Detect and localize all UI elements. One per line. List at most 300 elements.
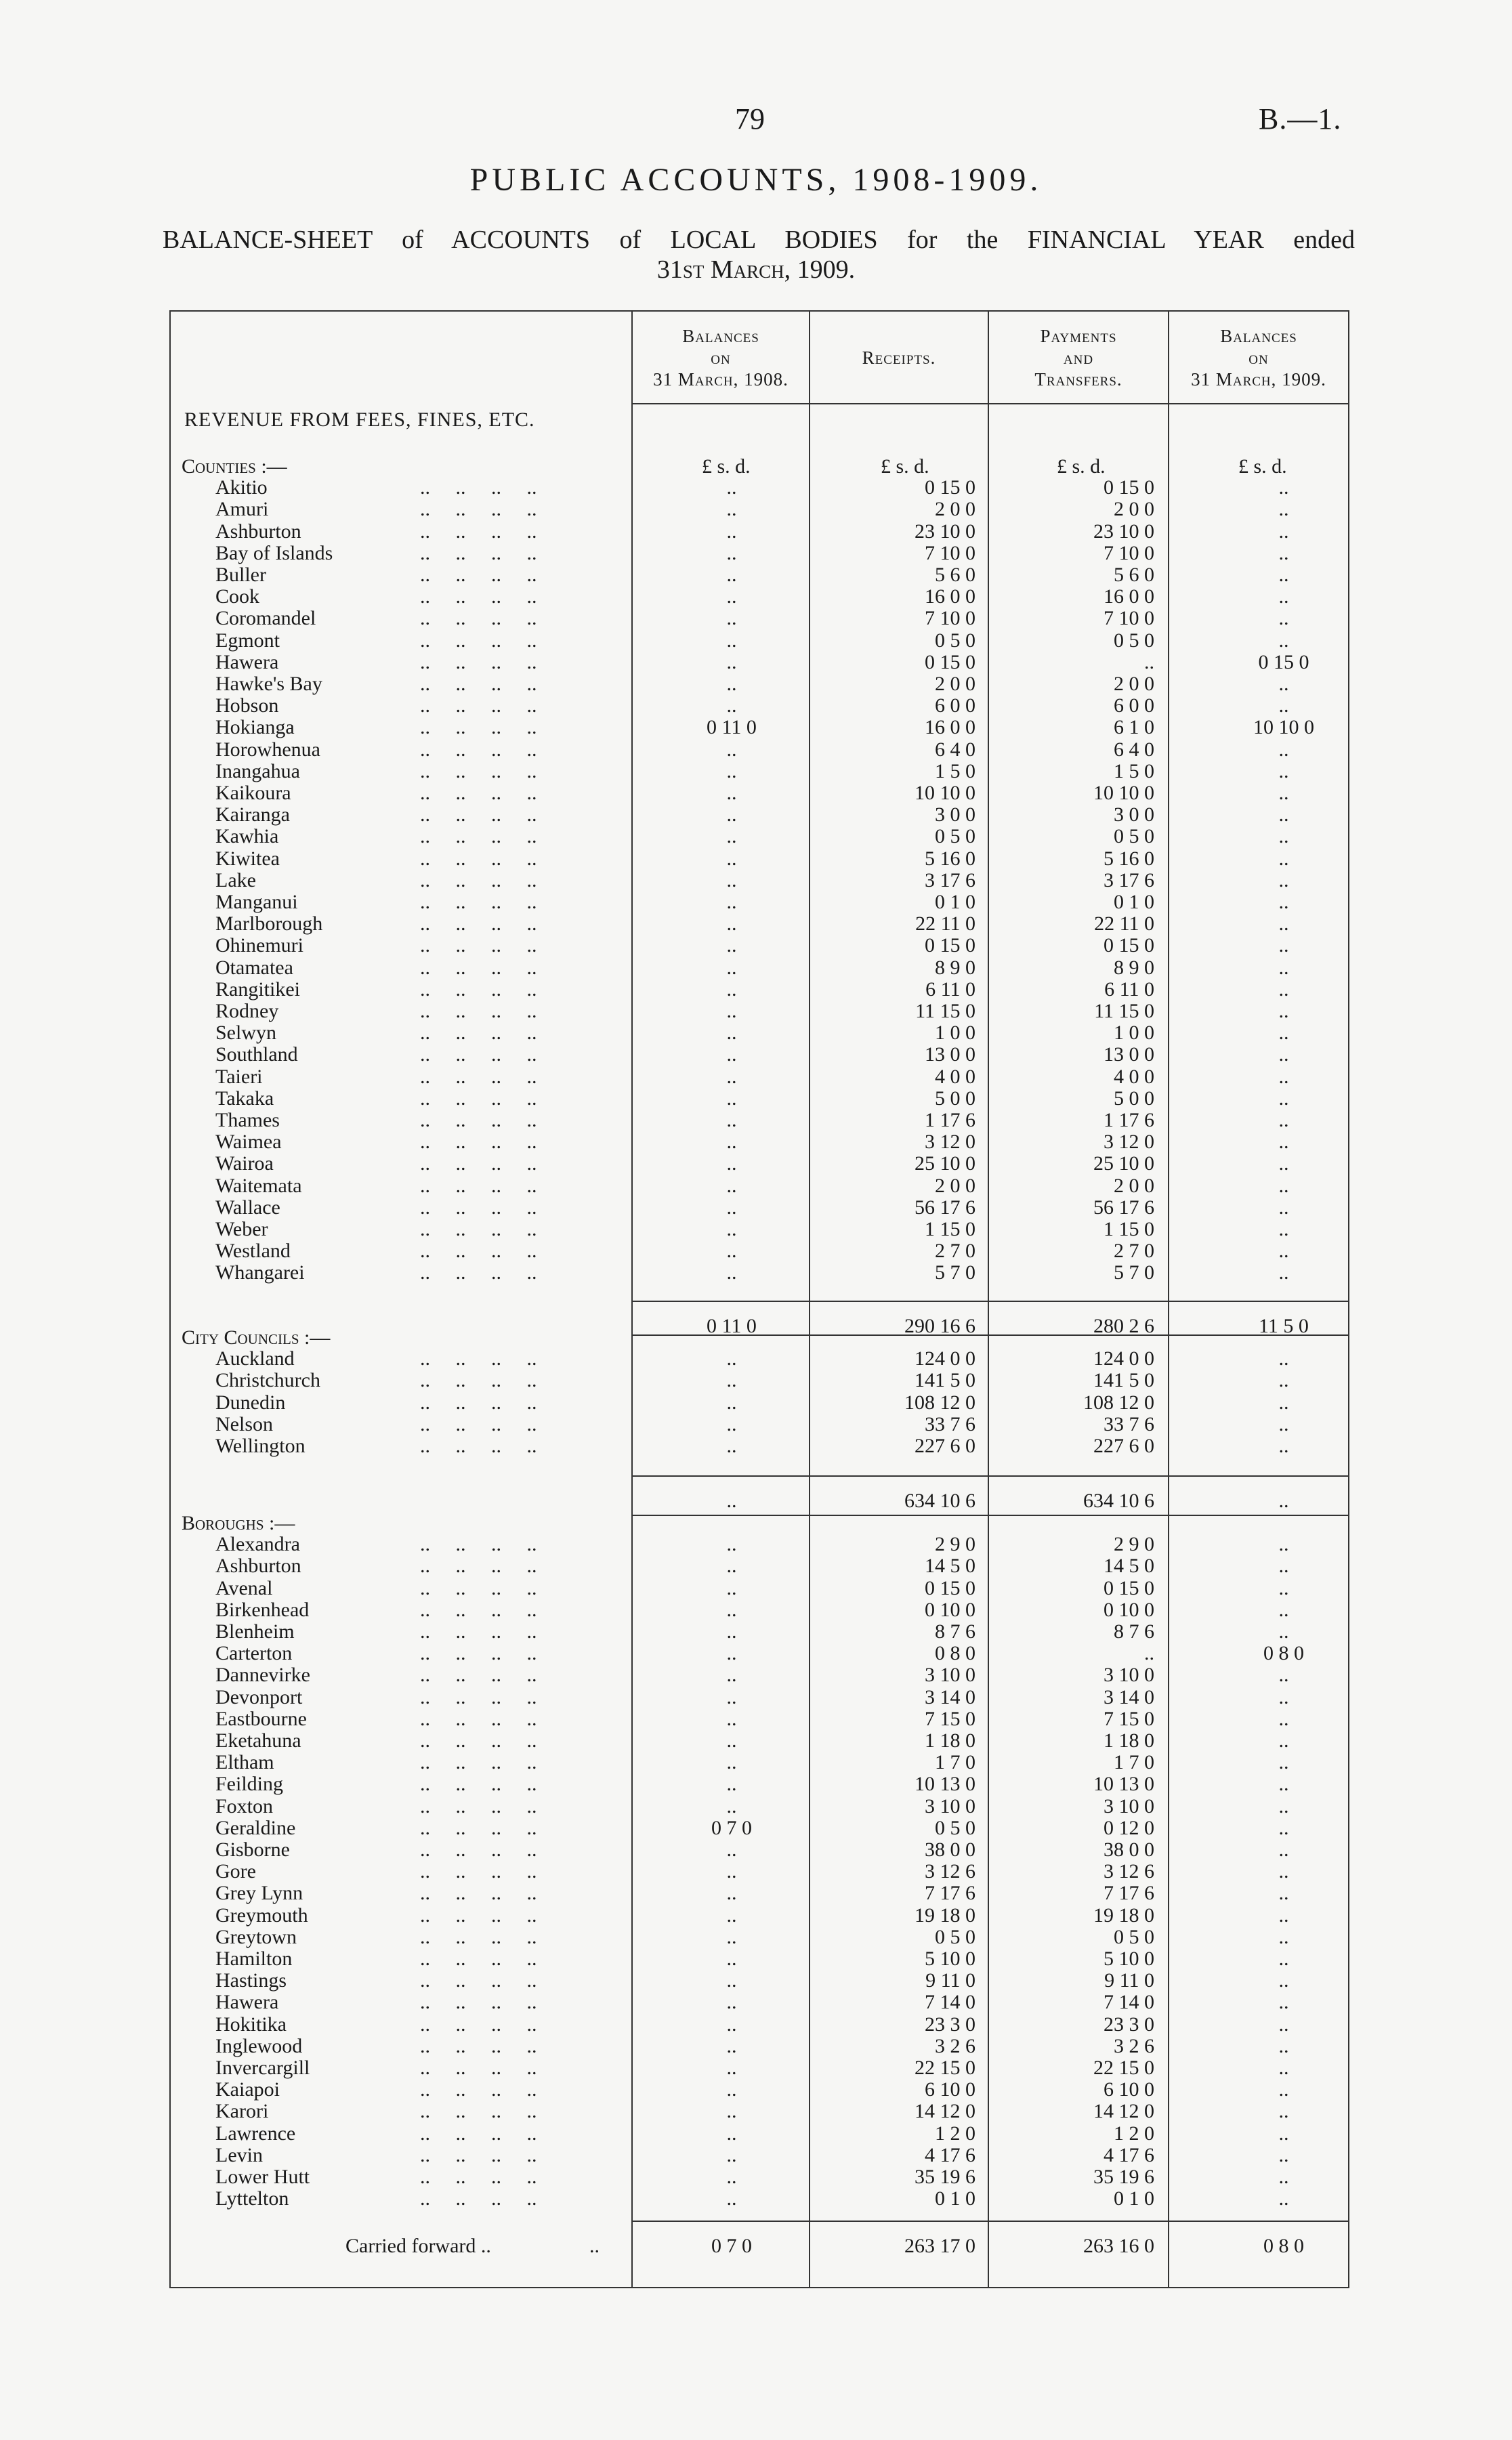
table-row — [0, 1927, 1512, 1948]
section-label: Boroughs :— — [182, 1512, 295, 1534]
balance-1908: .. — [726, 1948, 737, 1970]
leader-dots: .. .. .. .. — [420, 2122, 537, 2145]
receipts: 23 10 0 — [915, 520, 975, 543]
balance-1909: .. — [1278, 1991, 1289, 2014]
balance-1908: .. — [726, 1751, 737, 1774]
balance-1908: 0 7 0 — [711, 1816, 752, 1839]
balance-1909: .. — [1278, 1261, 1289, 1284]
leader-dots: .. .. .. .. — [420, 1576, 537, 1599]
leader-dots: .. .. .. .. — [420, 476, 537, 499]
payments: 3 10 0 — [1104, 1794, 1154, 1817]
balance-1908: .. — [726, 1576, 737, 1599]
local-body-name: Christchurch — [215, 1369, 320, 1392]
table-row — [0, 586, 1512, 608]
receipts: 0 15 0 — [925, 476, 975, 499]
balance-1908: .. — [726, 520, 737, 543]
payments: 2 7 0 — [1114, 1240, 1154, 1263]
local-body-name: Ohinemuri — [215, 934, 303, 957]
leader-dots: .. .. .. .. — [420, 1043, 537, 1066]
balance-1908: .. — [726, 1969, 737, 1992]
balance-1909: .. — [1278, 934, 1289, 957]
table-row — [0, 2101, 1512, 2122]
leader-dots: .. — [589, 2235, 600, 2257]
local-body-name: Dunedin — [215, 1391, 286, 1414]
balance-1908: .. — [726, 1533, 737, 1556]
payments: 0 15 0 — [1104, 476, 1154, 499]
balance-1909: .. — [1278, 956, 1289, 979]
balance-1908: .. — [726, 1218, 737, 1240]
payments: 7 10 0 — [1104, 541, 1154, 564]
payments: 7 14 0 — [1104, 1991, 1154, 2014]
local-body-name: Hastings — [215, 1969, 287, 1992]
balance-1908: .. — [726, 1152, 737, 1175]
balance-1908: .. — [726, 1729, 737, 1752]
balance-1908: .. — [726, 912, 737, 935]
payments: .. — [1144, 1642, 1154, 1665]
table-row — [0, 1110, 1512, 1131]
receipts: 0 15 0 — [925, 1576, 975, 1599]
receipts: 16 0 0 — [925, 585, 975, 608]
receipts: 19 18 0 — [915, 1903, 975, 1927]
local-body-name: Devonport — [215, 1685, 303, 1708]
receipts: 5 16 0 — [925, 847, 975, 870]
payments: 5 7 0 — [1114, 1261, 1154, 1284]
payments: 8 9 0 — [1114, 956, 1154, 979]
local-body-name: Waimea — [215, 1131, 282, 1154]
total-bottom-rule — [631, 1515, 1349, 1516]
balance-1908: .. — [726, 607, 737, 630]
payments: 0 5 0 — [1114, 1925, 1154, 1948]
payments: 6 1 0 — [1114, 716, 1154, 739]
carried-forward-label: Carried forward .. — [345, 2235, 491, 2257]
leader-dots: .. .. .. .. — [420, 2034, 537, 2057]
receipts: 0 5 0 — [935, 1816, 975, 1839]
balance-1908: .. — [726, 650, 737, 673]
leader-dots: .. .. .. .. — [420, 1087, 537, 1110]
local-body-name: Waitemata — [215, 1174, 302, 1197]
local-body-name: Invercargill — [215, 2057, 310, 2079]
payments: 0 10 0 — [1104, 1598, 1154, 1621]
payments: 1 0 0 — [1114, 1022, 1154, 1045]
table-row — [0, 979, 1512, 1001]
local-body-name: Ashburton — [215, 1555, 301, 1578]
balance-1908: .. — [726, 1369, 737, 1392]
balance-1908: .. — [726, 1991, 737, 2014]
payments: 141 5 0 — [1093, 1369, 1154, 1392]
table-row — [0, 1153, 1512, 1175]
receipts: 141 5 0 — [915, 1369, 975, 1392]
local-body-name: Ashburton — [215, 520, 301, 543]
section-heading: REVENUE FROM FEES, FINES, ETC. — [184, 408, 535, 431]
table-row — [0, 1796, 1512, 1817]
payments: 227 6 0 — [1093, 1435, 1154, 1457]
leader-dots: .. .. .. .. — [420, 1435, 537, 1457]
receipts: 3 0 0 — [935, 803, 975, 826]
table-row — [0, 2014, 1512, 2036]
payments: 0 5 0 — [1114, 629, 1154, 652]
table-row — [0, 782, 1512, 804]
payments: 56 17 6 — [1093, 1196, 1154, 1219]
table-row — [0, 1861, 1512, 1882]
local-body-name: Akitio — [215, 476, 268, 499]
receipts: 1 5 0 — [935, 759, 975, 782]
leader-dots: .. .. .. .. — [420, 1794, 537, 1817]
receipts: 0 5 0 — [935, 1925, 975, 1948]
balance-1909: .. — [1278, 1620, 1289, 1643]
leader-dots: .. .. .. .. — [420, 1391, 537, 1414]
balance-1909: .. — [1278, 2057, 1289, 2079]
payments: 108 12 0 — [1083, 1391, 1154, 1414]
balance-1908: .. — [726, 1685, 737, 1708]
local-body-name: Eltham — [215, 1751, 274, 1774]
receipts: 7 15 0 — [925, 1707, 975, 1730]
leader-dots: .. .. .. .. — [420, 1664, 537, 1687]
leader-dots: .. .. .. .. — [420, 977, 537, 1001]
balance-1908: .. — [726, 803, 737, 826]
receipts: 14 5 0 — [925, 1555, 975, 1578]
balance-1908: .. — [726, 1065, 737, 1088]
payments: 33 7 6 — [1104, 1412, 1154, 1435]
receipts: 2 0 0 — [935, 1174, 975, 1197]
balance-1908: .. — [726, 2143, 737, 2166]
receipts: 1 2 0 — [935, 2122, 975, 2145]
local-body-name: Manganui — [215, 891, 298, 913]
table-row — [0, 564, 1512, 586]
payments: 1 18 0 — [1104, 1729, 1154, 1752]
local-body-name: Bay of Islands — [215, 541, 333, 564]
payments: 7 10 0 — [1104, 607, 1154, 630]
payments: 6 10 0 — [1104, 2078, 1154, 2101]
table-row — [0, 957, 1512, 979]
payments: 0 12 0 — [1104, 1816, 1154, 1839]
payments: 2 0 0 — [1114, 498, 1154, 521]
receipts: 1 7 0 — [935, 1751, 975, 1774]
leader-dots: .. .. .. .. — [420, 1882, 537, 1905]
balance-1908: .. — [726, 1435, 737, 1457]
payments: 38 0 0 — [1104, 1838, 1154, 1861]
balance-1909: .. — [1278, 782, 1289, 804]
receipts: 2 0 0 — [935, 673, 975, 695]
col-header-receipts: Receipts. — [862, 348, 936, 368]
local-body-name: Feilding — [215, 1773, 284, 1796]
leader-dots: .. .. .. .. — [420, 498, 537, 521]
total-receipts: 290 16 6 — [904, 1315, 975, 1337]
table-row — [0, 1175, 1512, 1197]
payments: 124 0 0 — [1093, 1347, 1154, 1370]
leader-dots: .. .. .. .. — [420, 1533, 537, 1556]
total-rule — [631, 1475, 1349, 1477]
receipts: 23 3 0 — [925, 2013, 975, 2036]
table-row — [0, 1555, 1512, 1577]
local-body-name: Hobson — [215, 694, 279, 717]
local-body-name: Amuri — [215, 498, 269, 521]
leader-dots: .. .. .. .. — [420, 2143, 537, 2166]
leader-dots: .. .. .. .. — [420, 585, 537, 608]
local-body-name: Kaiapoi — [215, 2078, 280, 2101]
table-row — [0, 673, 1512, 695]
receipts: 3 10 0 — [925, 1794, 975, 1817]
table-row — [0, 652, 1512, 673]
table-row — [0, 477, 1512, 499]
leader-dots: .. .. .. .. — [420, 1751, 537, 1774]
receipts: 8 7 6 — [935, 1620, 975, 1643]
balance-1908: .. — [726, 1131, 737, 1154]
unit-col2: £ s. d. — [881, 455, 929, 478]
local-body-name: Kaikoura — [215, 782, 291, 804]
table-row — [0, 1534, 1512, 1555]
leader-dots: .. .. .. .. — [420, 1860, 537, 1883]
receipts: 0 8 0 — [935, 1642, 975, 1665]
leader-dots: .. .. .. .. — [420, 694, 537, 717]
table-row — [0, 1905, 1512, 1927]
leader-dots: .. .. .. .. — [420, 782, 537, 804]
balance-1908: .. — [726, 1196, 737, 1219]
local-body-name: Egmont — [215, 629, 280, 652]
local-body-name: Dannevirke — [215, 1664, 310, 1687]
subtitle-line-2: 31st March, 1909. — [656, 255, 856, 284]
receipts: 56 17 6 — [915, 1196, 975, 1219]
leader-dots: .. .. .. .. — [420, 912, 537, 935]
total-balance-1908: .. — [726, 1490, 737, 1512]
leader-dots: .. .. .. .. — [420, 1925, 537, 1948]
leader-dots: .. .. .. .. — [420, 1240, 537, 1263]
balance-1908: .. — [726, 2078, 737, 2101]
local-body-name: Gisborne — [215, 1838, 290, 1861]
local-body-name: Alexandra — [215, 1533, 300, 1556]
balance-1909: 0 15 0 — [1258, 650, 1309, 673]
local-body-name: Horowhenua — [215, 738, 320, 761]
local-body-name: Lyttelton — [215, 2187, 289, 2210]
balance-1909: .. — [1278, 1969, 1289, 1992]
receipts: 6 11 0 — [925, 977, 975, 1001]
balance-1908: .. — [726, 498, 737, 521]
balance-1908: .. — [726, 541, 737, 564]
balance-1908: .. — [726, 1773, 737, 1796]
balance-1909: .. — [1278, 868, 1289, 891]
balance-1909: .. — [1278, 1391, 1289, 1414]
balance-1908: .. — [726, 1598, 737, 1621]
balance-1909: .. — [1278, 1347, 1289, 1370]
balance-1909: .. — [1278, 738, 1289, 761]
receipts: 25 10 0 — [915, 1152, 975, 1175]
payments: 0 1 0 — [1114, 2187, 1154, 2210]
receipts: 1 18 0 — [925, 1729, 975, 1752]
balance-1908: .. — [726, 891, 737, 913]
leader-dots: .. .. .. .. — [420, 2013, 537, 2036]
receipts: 0 15 0 — [925, 650, 975, 673]
local-body-name: Avenal — [215, 1576, 273, 1599]
balance-1909: .. — [1278, 1131, 1289, 1154]
payments: 1 7 0 — [1114, 1751, 1154, 1774]
receipts: 3 12 0 — [925, 1131, 975, 1154]
table-row — [0, 2036, 1512, 2057]
payments: 1 2 0 — [1114, 2122, 1154, 2145]
total-balance-1908: 0 7 0 — [711, 2235, 752, 2257]
payments: 2 9 0 — [1114, 1533, 1154, 1556]
table-row — [0, 521, 1512, 543]
local-body-name: Whangarei — [215, 1261, 305, 1284]
local-body-name: Taieri — [215, 1065, 263, 1088]
balance-1908: .. — [726, 1903, 737, 1927]
receipts: 124 0 0 — [915, 1347, 975, 1370]
receipts: 1 15 0 — [925, 1218, 975, 1240]
receipts: 22 11 0 — [915, 912, 975, 935]
balance-1909: .. — [1278, 1369, 1289, 1392]
table-row — [0, 1664, 1512, 1686]
balance-1909: .. — [1278, 1860, 1289, 1883]
leader-dots: .. .. .. .. — [420, 1369, 537, 1392]
balance-1908: .. — [726, 2013, 737, 2036]
document-reference: B.—1. — [1259, 102, 1342, 135]
receipts: 7 10 0 — [925, 541, 975, 564]
local-body-name: Hokitika — [215, 2013, 287, 2036]
leader-dots: .. .. .. .. — [420, 2078, 537, 2101]
receipts: 0 5 0 — [935, 629, 975, 652]
payments: 4 17 6 — [1104, 2143, 1154, 2166]
leader-dots: .. .. .. .. — [420, 891, 537, 913]
table-row — [0, 804, 1512, 826]
receipts: 33 7 6 — [925, 1412, 975, 1435]
receipts: 0 1 0 — [935, 891, 975, 913]
unit-col3: £ s. d. — [1057, 455, 1106, 478]
payments: 19 18 0 — [1093, 1903, 1154, 1927]
balance-1908: .. — [726, 782, 737, 804]
payments: 4 0 0 — [1114, 1065, 1154, 1088]
leader-dots: .. .. .. .. — [420, 1969, 537, 1992]
balance-1909: .. — [1278, 847, 1289, 870]
payments: 0 15 0 — [1104, 934, 1154, 957]
local-body-name: Wairoa — [215, 1152, 274, 1175]
table-row — [0, 1022, 1512, 1044]
leader-dots: .. .. .. .. — [420, 1261, 537, 1284]
table-row — [0, 1131, 1512, 1153]
local-body-name: Inglewood — [215, 2034, 303, 2057]
payments: 2 0 0 — [1114, 673, 1154, 695]
payments: 7 15 0 — [1104, 1707, 1154, 1730]
receipts: 16 0 0 — [925, 716, 975, 739]
table-row — [0, 1435, 1512, 1457]
balance-1909: .. — [1278, 1664, 1289, 1687]
table-row — [0, 870, 1512, 891]
local-body-name: Eastbourne — [215, 1707, 307, 1730]
balance-1909: .. — [1278, 1576, 1289, 1599]
payments: 3 14 0 — [1104, 1685, 1154, 1708]
receipts: 5 7 0 — [935, 1261, 975, 1284]
leader-dots: .. .. .. .. — [420, 1773, 537, 1796]
balance-1909: .. — [1278, 1598, 1289, 1621]
table-row — [0, 1392, 1512, 1414]
payments: 1 5 0 — [1114, 759, 1154, 782]
leader-dots: .. .. .. .. — [420, 1903, 537, 1927]
balance-1908: .. — [726, 476, 737, 499]
balance-1908: .. — [726, 2100, 737, 2123]
local-body-name: Eketahuna — [215, 1729, 301, 1752]
table-row — [0, 2145, 1512, 2166]
receipts: 108 12 0 — [904, 1391, 975, 1414]
balance-1908: .. — [726, 2187, 737, 2210]
payments: 16 0 0 — [1104, 585, 1154, 608]
balance-1909: .. — [1278, 1751, 1289, 1774]
balance-1908: .. — [726, 1109, 737, 1131]
receipts: 6 10 0 — [925, 2078, 975, 2101]
local-body-name: Rangitikei — [215, 977, 300, 1001]
receipts: 13 0 0 — [925, 1043, 975, 1066]
local-body-name: Thames — [215, 1109, 280, 1131]
table-row — [0, 1088, 1512, 1110]
leader-dots: .. .. .. .. — [420, 541, 537, 564]
leader-dots: .. .. .. .. — [420, 564, 537, 586]
balance-1908: .. — [726, 1707, 737, 1730]
leader-dots: .. .. .. .. — [420, 1729, 537, 1752]
balance-1908: .. — [726, 868, 737, 891]
table-row — [0, 1708, 1512, 1730]
table-row — [0, 2188, 1512, 2210]
balance-1908: .. — [726, 1838, 737, 1861]
payments: 22 11 0 — [1094, 912, 1154, 935]
payments: 13 0 0 — [1104, 1043, 1154, 1066]
balance-1909: .. — [1278, 1838, 1289, 1861]
balance-1908: .. — [726, 673, 737, 695]
local-body-name: Hamilton — [215, 1948, 293, 1970]
local-body-name: Kiwitea — [215, 847, 280, 870]
leader-dots: .. .. .. .. — [420, 847, 537, 870]
local-body-name: Weber — [215, 1218, 268, 1240]
local-body-name: Southland — [215, 1043, 298, 1066]
payments: 7 17 6 — [1104, 1882, 1154, 1905]
table-row — [0, 2123, 1512, 2145]
leader-dots: .. .. .. .. — [420, 956, 537, 979]
balance-1908: .. — [726, 1087, 737, 1110]
receipts: 3 10 0 — [925, 1664, 975, 1687]
leader-dots: .. .. .. .. — [420, 868, 537, 891]
leader-dots: .. .. .. .. — [420, 1555, 537, 1578]
balance-1909: .. — [1278, 891, 1289, 913]
balance-1909: .. — [1278, 1109, 1289, 1131]
balance-1909: .. — [1278, 1022, 1289, 1045]
balance-1908: .. — [726, 738, 737, 761]
balance-1909: .. — [1278, 2013, 1289, 2036]
leader-dots: .. .. .. .. — [420, 1991, 537, 2014]
balance-1908: .. — [726, 629, 737, 652]
payments: 35 19 6 — [1093, 2166, 1154, 2188]
balance-1909: .. — [1278, 520, 1289, 543]
local-body-name: Greytown — [215, 1925, 297, 1948]
balance-1909: .. — [1278, 1882, 1289, 1905]
payments: 3 12 6 — [1104, 1860, 1154, 1883]
balance-1909: .. — [1278, 1555, 1289, 1578]
table-row — [0, 543, 1512, 564]
payments: 25 10 0 — [1093, 1152, 1154, 1175]
receipts: 0 5 0 — [935, 825, 975, 848]
balance-1909: .. — [1278, 694, 1289, 717]
leader-dots: .. .. .. .. — [420, 1598, 537, 1621]
balance-1909: .. — [1278, 2122, 1289, 2145]
leader-dots: .. .. .. .. — [420, 673, 537, 695]
local-body-name: Westland — [215, 1240, 291, 1263]
receipts: 10 10 0 — [915, 782, 975, 804]
balance-1908: .. — [726, 934, 737, 957]
local-body-name: Rodney — [215, 1000, 279, 1022]
balance-1909: .. — [1278, 476, 1289, 499]
local-body-name: Wallace — [215, 1196, 280, 1219]
receipts: 7 17 6 — [925, 1882, 975, 1905]
receipts: 0 1 0 — [935, 2187, 975, 2210]
balance-1908: .. — [726, 1620, 737, 1643]
balance-1909: .. — [1278, 2187, 1289, 2210]
table-row — [0, 1197, 1512, 1219]
total-receipts: 263 17 0 — [904, 2235, 975, 2257]
receipts: 8 9 0 — [935, 956, 975, 979]
